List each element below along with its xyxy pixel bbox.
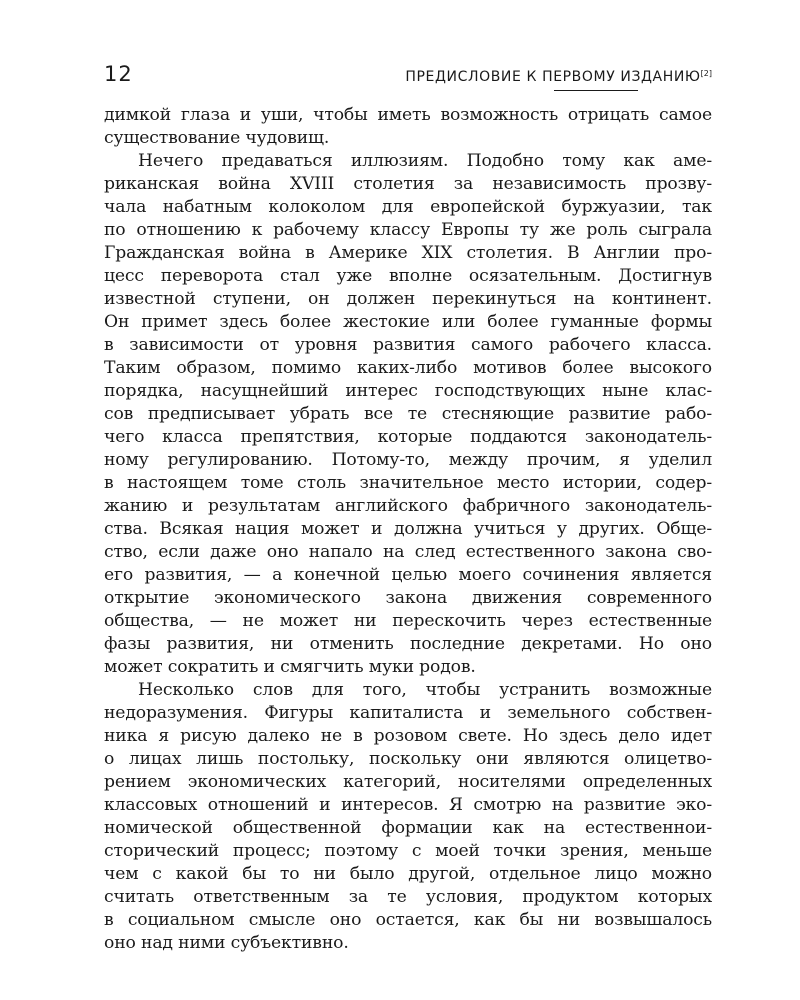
paragraph bbox=[104, 150, 712, 679]
text-line: ному регулированию. Потому-то, между прочим, я уделил bbox=[104, 450, 712, 470]
text-line: в социальном смысле оно остается, как бы ни возвышалось bbox=[104, 910, 712, 930]
body-text bbox=[104, 104, 712, 955]
text-line: номической общественной формации как на естественнои- bbox=[104, 818, 712, 838]
footnote-reference: [2] bbox=[700, 69, 712, 78]
text-line: о лицах лишь постольку, поскольку они являются олицетво- bbox=[104, 749, 712, 769]
text-line: ство, если даже оно напало на след естественного закона сво- bbox=[104, 542, 712, 562]
text-line: в зависимости от уровня развития самого рабочего класса. bbox=[104, 335, 712, 355]
text-line: известной ступени, он должен перекинуться на континент. bbox=[104, 289, 712, 309]
page-header bbox=[104, 60, 712, 96]
text-line: ника я рисую далеко не в розовом свете. Но здесь дело идет bbox=[104, 726, 712, 746]
paragraph bbox=[104, 104, 712, 150]
text-line: димкой глаза и уши, чтобы иметь возможность отрицать самое bbox=[104, 105, 712, 125]
text-line: существование чудовищ. bbox=[104, 128, 330, 148]
running-head bbox=[405, 64, 712, 87]
text-line: его развития, — а конечной целью моего сочинения является bbox=[104, 565, 712, 585]
text-line: цесс переворота стал уже вполне осязательным. Достигнув bbox=[104, 266, 712, 286]
text-line: Таким образом, помимо каких-либо мотивов более высокого bbox=[104, 358, 712, 378]
header-rule bbox=[554, 90, 638, 91]
text-line: может сократить и смягчить муки родов. bbox=[104, 657, 476, 677]
text-line: сторический процесс; поэтому с моей точки зрения, меньше bbox=[104, 841, 712, 861]
text-line: рением экономических категорий, носителями определенных bbox=[104, 772, 712, 792]
text-line: открытие экономического закона движения современного bbox=[104, 588, 712, 608]
text-line: чем с какой бы то ни было другой, отдельное лицо можно bbox=[104, 864, 712, 884]
text-line: общества, — не может ни перескочить через естественные bbox=[104, 611, 712, 631]
text-line: оно над ними субъективно. bbox=[104, 933, 349, 953]
running-head-title: ПРЕДИСЛОВИЕ К ПЕРВОМУ ИЗДАНИЮ bbox=[405, 69, 701, 85]
text-line: жанию и результатам английского фабричного законодатель- bbox=[104, 496, 712, 516]
text-line: в настоящем томе столь значительное место истории, содер- bbox=[104, 473, 712, 493]
text-line: Нечего предаваться иллюзиям. Подобно тому как аме- bbox=[138, 151, 712, 171]
paragraph bbox=[104, 679, 712, 955]
text-line: Он примет здесь более жестокие или более гуманные формы bbox=[104, 312, 712, 332]
text-line: по отношению к рабочему классу Европы ту же роль сыграла bbox=[104, 220, 712, 240]
text-line: сов предписывает убрать все те стесняющие развитие рабо- bbox=[104, 404, 712, 424]
text-line: риканская война XVIII столетия за независимость прозву- bbox=[104, 174, 712, 194]
page-number: 12 bbox=[104, 62, 133, 86]
text-line: порядка, насущнейший интерес господствующих ныне клас- bbox=[104, 381, 712, 401]
text-line: чего класса препятствия, которые поддаются законодатель- bbox=[104, 427, 712, 447]
text-line: Гражданская война в Америке XIX столетия. В Англии про- bbox=[104, 243, 712, 263]
text-line: чала набатным колоколом для европейской буржуазии, так bbox=[104, 197, 712, 217]
text-line: Несколько слов для того, чтобы устранить возможные bbox=[138, 680, 712, 700]
text-line: фазы развития, ни отменить последние декретами. Но оно bbox=[104, 634, 712, 654]
text-line: ства. Всякая нация может и должна учиться у других. Обще- bbox=[104, 519, 712, 539]
text-line: считать ответственным за те условия, продуктом которых bbox=[104, 887, 712, 907]
text-line: классовых отношений и интересов. Я смотрю на развитие эко- bbox=[104, 795, 712, 815]
text-line: недоразумения. Фигуры капиталиста и земельного собствен- bbox=[104, 703, 712, 723]
